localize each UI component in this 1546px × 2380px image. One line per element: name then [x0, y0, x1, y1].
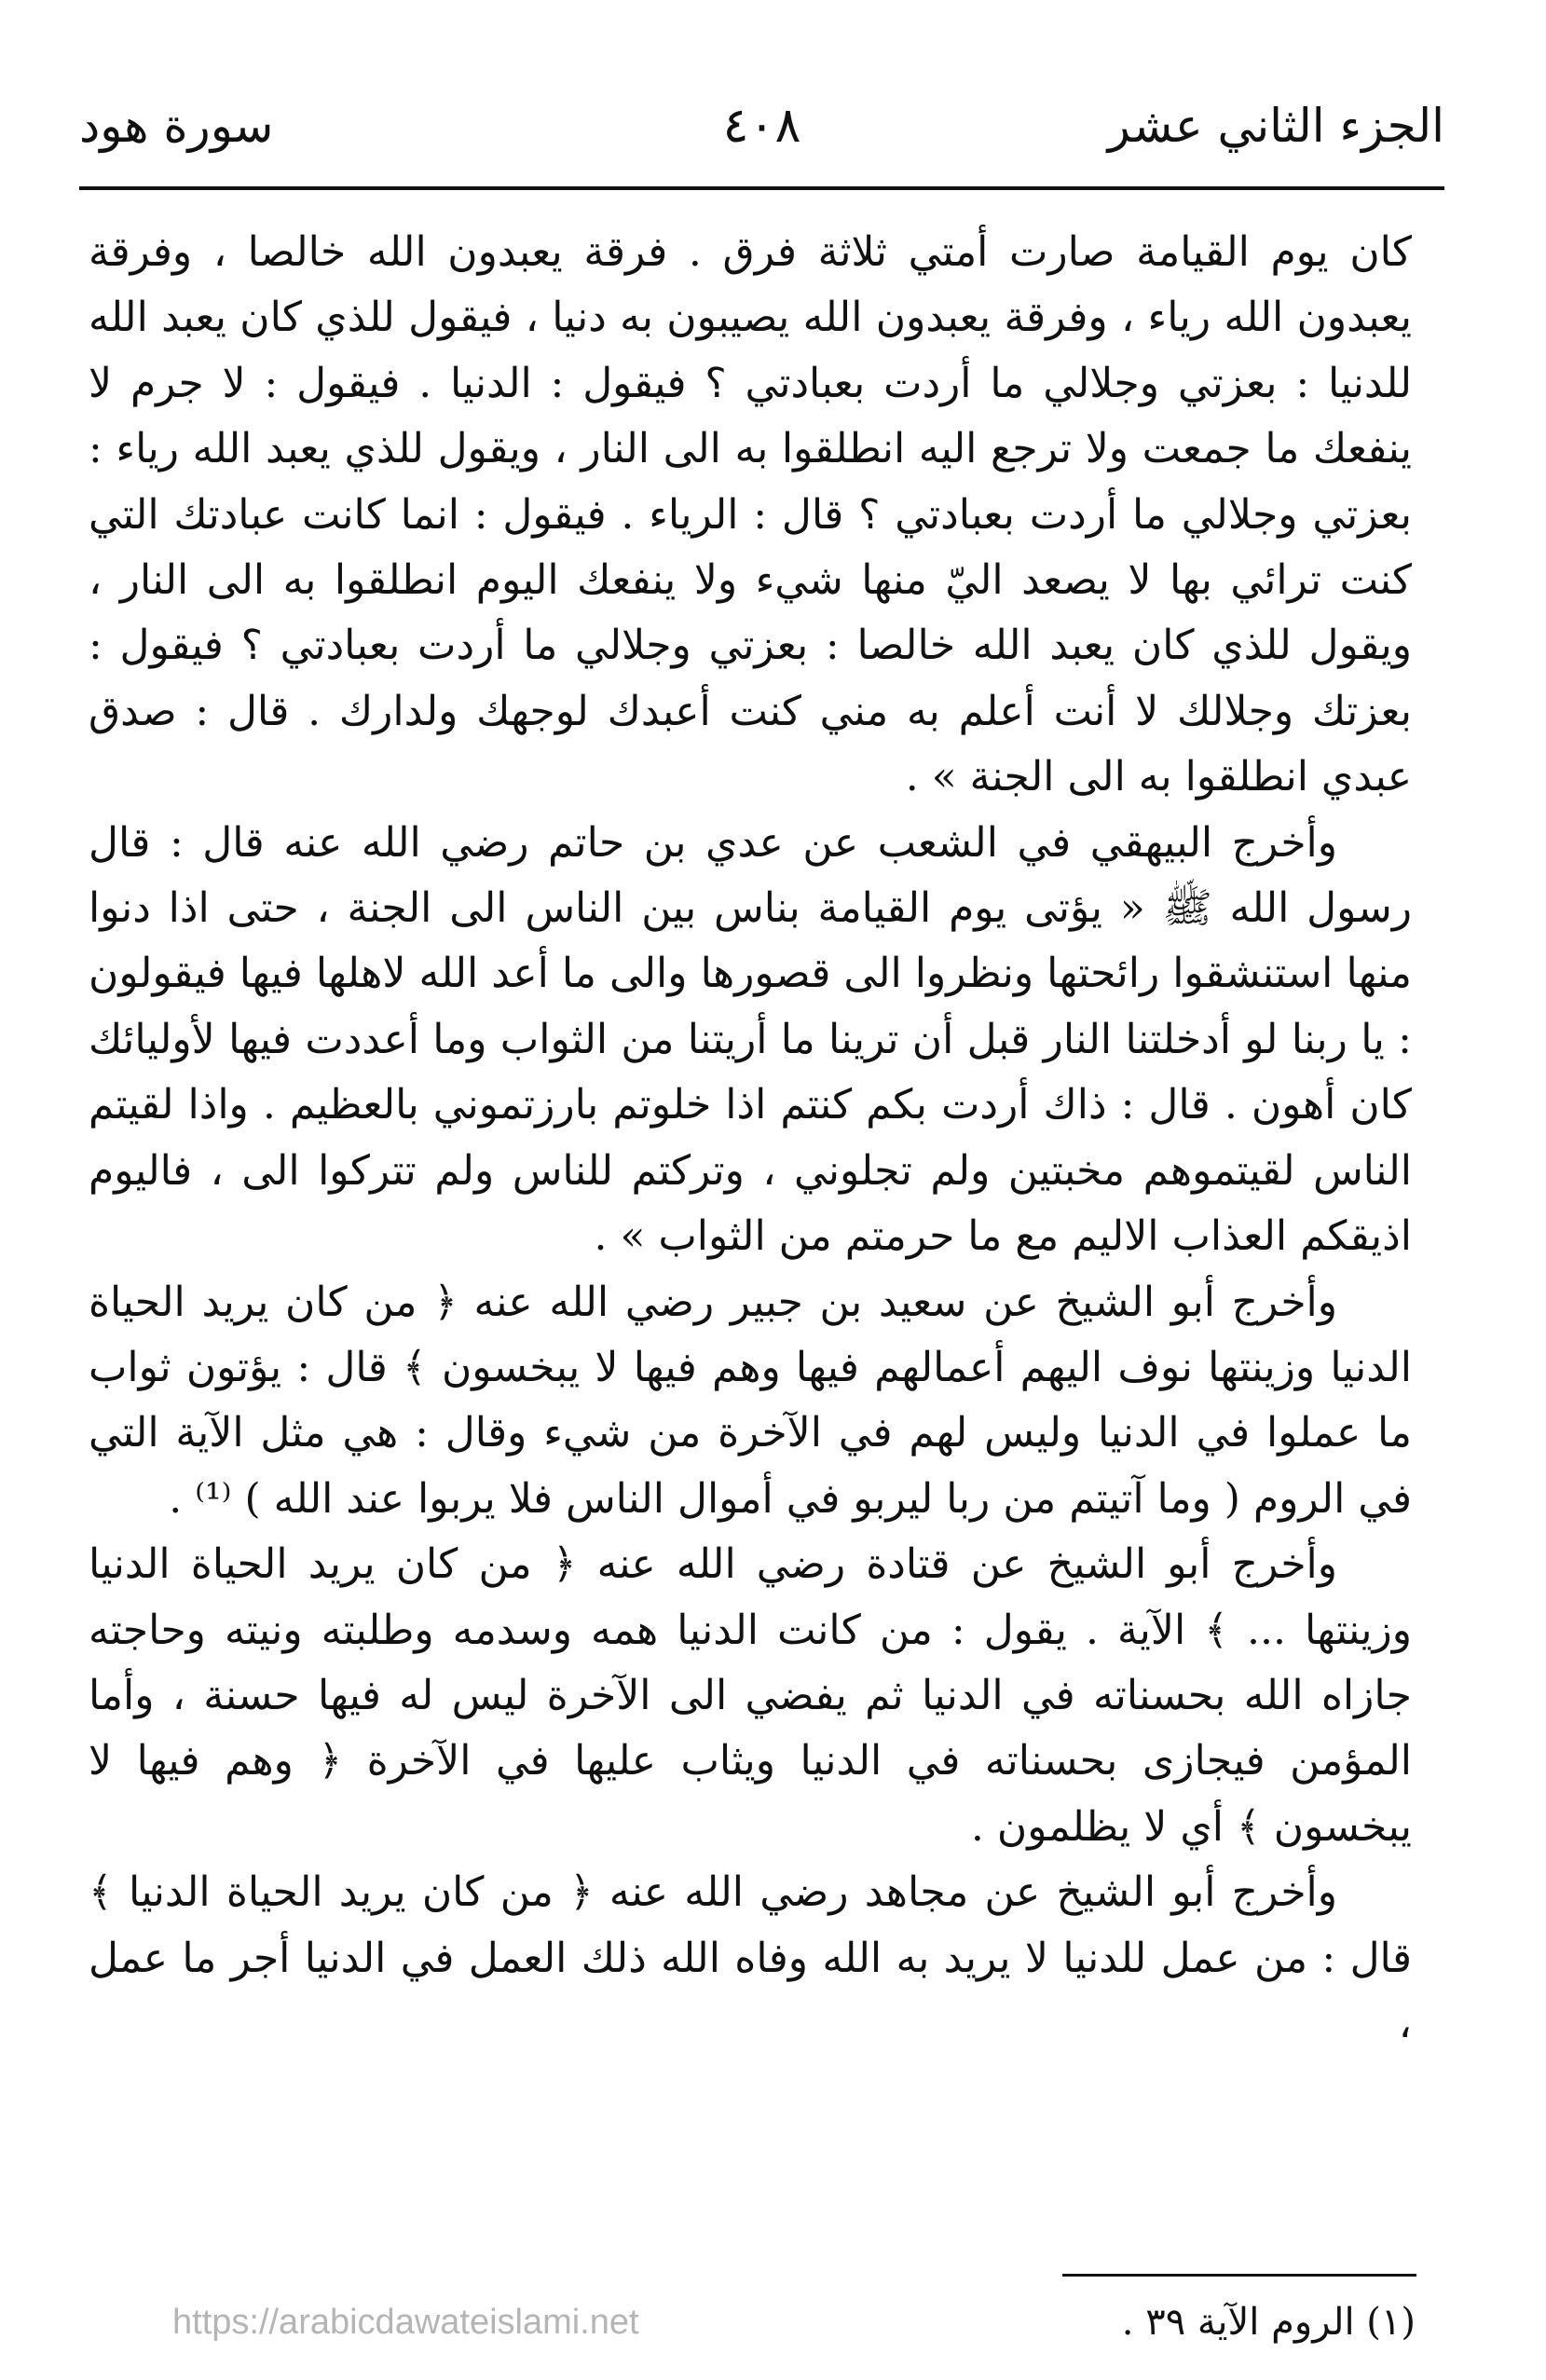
- footnote-rule: [1062, 2274, 1416, 2277]
- paragraph: وأخرج أبو الشيخ عن قتادة رضي الله عنه ﴿ من كان يريد الحياة الدنيا وزينتها ... ﴾ الآية . يقول : من كانت الدنيا همه وسدمه وطلبته ونيته وحاجته جازاه الله بحسناته في الدنيا ثم يفضي الى الآخرة ليس له فيها حسنة ، وأما المؤمن فيجازى بحسناته في الدنيا ويثاب عليها في الآخرة ﴿ وهم فيها لا يبخسون ﴾ أي لا يظلمون .: [89, 1540, 1412, 1851]
- paragraph: كان يوم القيامة صارت أمتي ثلاثة فرق . فرقة يعبدون الله خالصا ، وفرقة يعبدون الله رياء ، وفرقة يعبدون الله يصيبون به دنيا ، فيقول للذي كان يعبد الله للدنيا : بعزتي وجلالي ما أردت بعبادتي ؟ فيقول : الدنيا . فيقول : لا جرم لا ينفعك ما جمعت ولا ترجع اليه انطلقوا به الى النار ، ويقول للذي يعبد الله رياء : بعزتي وجلالي ما أردت بعبادتي ؟ قال : الرياء . فيقول : انما كانت عبادتك التي كنت ترائي بها لا يصعد اليّ منها شيء ولا ينفعك اليوم انطلقوا به الى النار ، ويقول للذي كان يعبد الله خالصا : بعزتي وجلالي ما أردت بعبادتي ؟ فيقول : بعزتك وجلالك لا أنت أعلم به مني كنت أعبدك لوجهك ولدارك . قال : صدق عبدي انطلقوا به الى الجنة » .: [89, 228, 1413, 801]
- page-body: [89, 220, 1412, 2057]
- footnote: (١) الروم الآية ٣٩ .: [1121, 2301, 1416, 2344]
- header-rule: [79, 186, 1444, 190]
- watermark-url: https://arabicdawateislami.net: [172, 2303, 639, 2342]
- surah-title: سورة هود: [79, 99, 274, 153]
- paragraph: وأخرج أبو الشيخ عن سعيد بن جبير رضي الله عنه ﴿ من كان يريد الحياة الدنيا وزينتها نوف اليهم أعمالهم فيها وهم فيها لا يبخسون ﴾ قال : يؤتون ثواب ما عملوا في الدنيا وليس لهم في الآخرة من شيء وقال : هي مثل الآية التي في الروم ( وما آتيتم من ربا ليربو في أموال الناس فلا يربوا عند الله ) ⁽¹⁾ .: [89, 1278, 1412, 1523]
- paragraph: وأخرج البيهقي في الشعب عن عدي بن حاتم رضي الله عنه قال : قال رسول الله ﷺ « يؤتى يوم القيامة بناس بين الناس الى الجنة ، حتى اذا دنوا منها استنشقوا رائحتها ونظروا الى قصورها والى ما أعد الله لاهلها فيها فيقولون : يا ربنا لو أدخلتنا النار قبل أن ترينا ما أريتنا من الثواب وما أعددت فيها لأوليائك كان أهون . قال : ذاك أردت بكم كنتم اذا خلوتم بارزتموني بالعظيم . واذا لقيتم الناس لقيتموهم مخبتين ولم تجلوني ، وتركتم للناس ولم تتركوا الى ، فاليوم اذيقكم العذاب الاليم مع ما حرمتم من الثواب » .: [89, 818, 1412, 1261]
- page-header: [79, 89, 1444, 163]
- paragraph: وأخرج أبو الشيخ عن مجاهد رضي الله عنه ﴿ من كان يريد الحياة الدنيا ﴾ قال : من عمل للدنيا لا يريد به الله وفاه الله ذلك العمل في الدنيا أجر ما عمل ،: [89, 1868, 1412, 2047]
- part-title: الجزء الثاني عشر: [1107, 99, 1444, 153]
- page-number: ٤٠٨: [722, 98, 801, 154]
